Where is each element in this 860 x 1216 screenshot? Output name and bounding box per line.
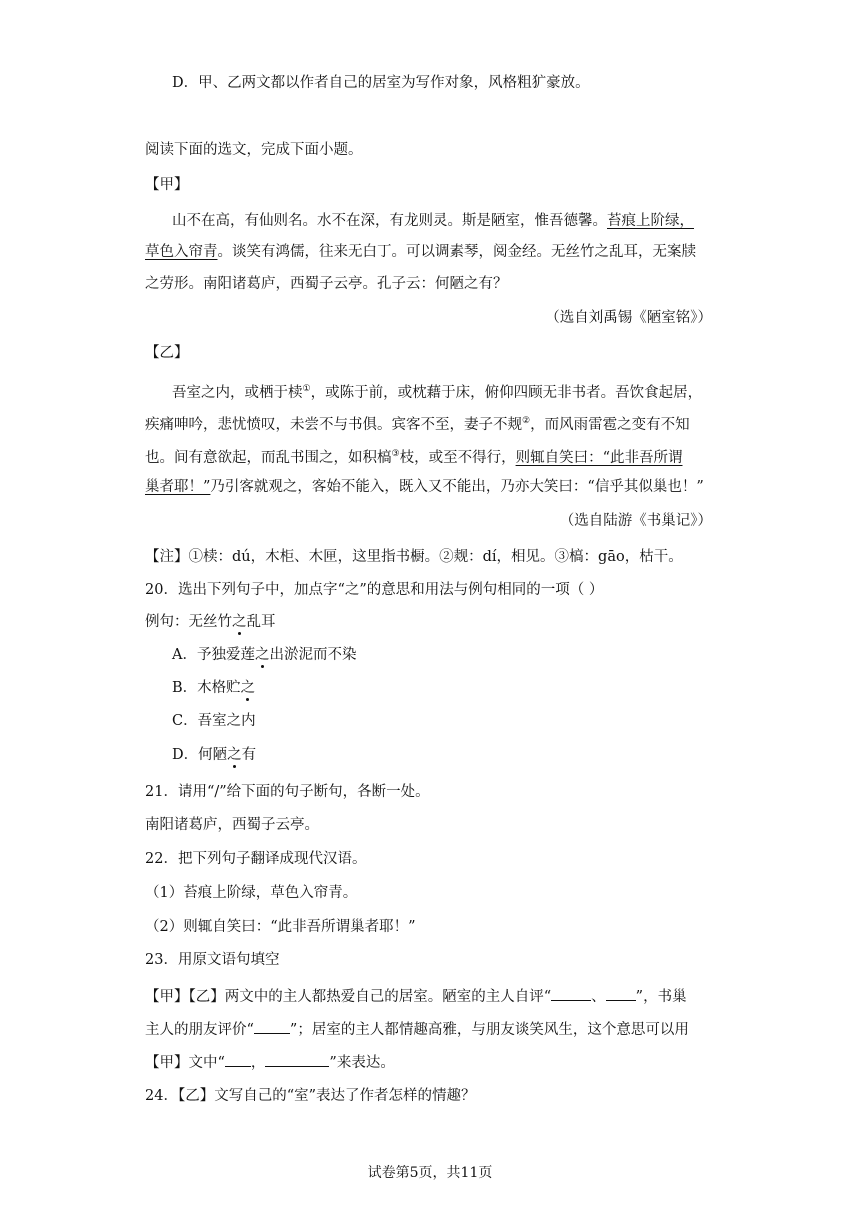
fill-blank[interactable] (551, 986, 591, 1001)
fill-blank[interactable] (254, 1019, 290, 1034)
passage-jia-line-1 (172, 211, 694, 231)
passage-jia-line-2 (145, 242, 696, 262)
option-text: D．何陋 (172, 747, 228, 763)
footnote-mark: ① (302, 384, 311, 394)
page-footer: 试卷第5页，共11页 (367, 1165, 493, 1181)
q23-text: ， (250, 1055, 266, 1071)
option-text: 出淤泥而不染 (269, 647, 357, 663)
option-text: 有 (241, 747, 257, 763)
jia-text: 山不在高，有仙则名。水不在深，有龙则灵。斯是陋室，惟吾德馨。 (172, 213, 607, 229)
question-24-stem: 24．【乙】文写自己的“室”表达了作者怎样的情趣？ (145, 1088, 476, 1104)
passage-yi-line-2 (145, 411, 690, 435)
dotted-char: 之 (240, 680, 256, 696)
question-20-option-c: C．吾室之内 (172, 713, 256, 729)
question-21-stem: 21．请用“/”给下面的句子断句，各断一处。 (145, 784, 430, 800)
fill-blank[interactable] (225, 1052, 251, 1067)
q23-text: ”来表达。 (329, 1055, 395, 1071)
yi-text: 枝，或至不得行， (399, 449, 516, 466)
question-20-example (145, 612, 276, 632)
question-20-option-d (172, 745, 256, 765)
question-23-stem: 23．用原文语句填空 (145, 952, 280, 968)
yi-text: 吾室之内，或栖于椟 (172, 384, 303, 401)
q23-text: 【甲】【乙】两文中的主人都热爱自己的居室。陋室的主人自评“ (145, 989, 552, 1005)
question-20-option-b (172, 678, 255, 698)
q23-text: 【甲】文中“ (145, 1055, 225, 1071)
passage-yi-line-1 (172, 379, 702, 403)
dotted-char: 之 (227, 747, 242, 763)
passage-jia-line-3: 之劳形。南阳诸葛庐，西蜀子云亭。孔子云：何陋之有？ (145, 276, 508, 292)
passage-yi-source: （选自陆游《书巢记》） (559, 513, 712, 529)
option-text: B．木格贮 (172, 680, 241, 696)
footnote-mark: ③ (391, 449, 400, 459)
question-22-stem: 22．把下列句子翻译成现代汉语。 (145, 851, 367, 867)
question-22-sentence-1: （1）苔痕上阶绿，草色入帘青。 (145, 885, 358, 901)
question-23-line-1 (145, 986, 687, 1007)
yi-text: 疾痛呻吟，悲忧愤叹，未尝不与书俱。宾客不至，妻子不觌 (145, 416, 522, 433)
footnote-mark: ② (522, 416, 531, 426)
yi-text: ，而风雨雷雹之变有不知 (530, 416, 690, 433)
dotted-char: 之 (254, 647, 270, 663)
question-23-line-3 (145, 1052, 395, 1073)
jia-underlined-text: 苔痕上阶绿， (607, 213, 694, 229)
question-22-sentence-2: （2）则辄自笑曰：“此非吾所谓巢者耶！” (145, 919, 416, 935)
q23-text: ”，书巢 (635, 989, 687, 1005)
q23-text: ”；居室的主人都情趣高雅，与朋友谈笑风生，这个意思可以用 (289, 1022, 689, 1038)
yi-underlined-text: 则辄自笑曰：“此非吾所谓 (515, 449, 683, 466)
question-20-option-a (172, 645, 356, 665)
fill-blank[interactable] (606, 986, 636, 1001)
passage-yi-line-3 (145, 444, 683, 468)
question-20-stem: 20．选出下列句子中，加点字“之”的意思和用法与例句相同的一项（ ） (145, 582, 604, 598)
option-text: A．予独爱莲 (172, 647, 255, 663)
yi-text: 也。间有意欲起，而乱书围之，如积槁 (145, 449, 392, 466)
dotted-char: 之 (232, 614, 247, 630)
passage-yi-line-4 (145, 477, 704, 497)
passage-jia-source: （选自刘禹锡《陋室铭》） (545, 310, 712, 326)
yi-underlined-text: 巢者耶！” (145, 479, 211, 495)
passage-yi-label: 【乙】 (145, 345, 189, 361)
question-23-line-2 (145, 1019, 689, 1040)
jia-text: 。谈笑有鸿儒，往来无白丁。可以调素琴，阅金经。无丝竹之乱耳，无案牍 (217, 244, 696, 260)
passage-jia-label: 【甲】 (145, 177, 189, 193)
prev-option-d: D．甲、乙两文都以作者自己的居室为写作对象，风格粗犷豪放。 (172, 75, 590, 91)
yi-text: ，或陈于前，或枕藉于床，俯仰四顾无非书者。吾饮食起居， (310, 384, 703, 401)
q23-text: 主人的朋友评价“ (145, 1022, 254, 1038)
annotation-note: 【注】①椟：dú，木柜、木匣，这里指书橱。②觌：dí，相见。③槁：gāo，枯干。 (145, 549, 683, 565)
jia-underlined-text: 草色入帘青 (145, 244, 218, 260)
example-text: 例句：无丝竹 (145, 614, 232, 630)
q23-text: 、 (591, 989, 606, 1005)
question-21-text: 南阳诸葛庐，西蜀子云亭。 (145, 817, 319, 833)
yi-text: 乃引客就观之，客始不能入，既入又不能出，乃亦大笑曰：“信乎其似巢也！” (210, 479, 704, 495)
reading-instruction: 阅读下面的选文，完成下面小题。 (145, 142, 363, 158)
fill-blank[interactable] (265, 1052, 329, 1067)
example-text: 乱耳 (246, 614, 276, 630)
